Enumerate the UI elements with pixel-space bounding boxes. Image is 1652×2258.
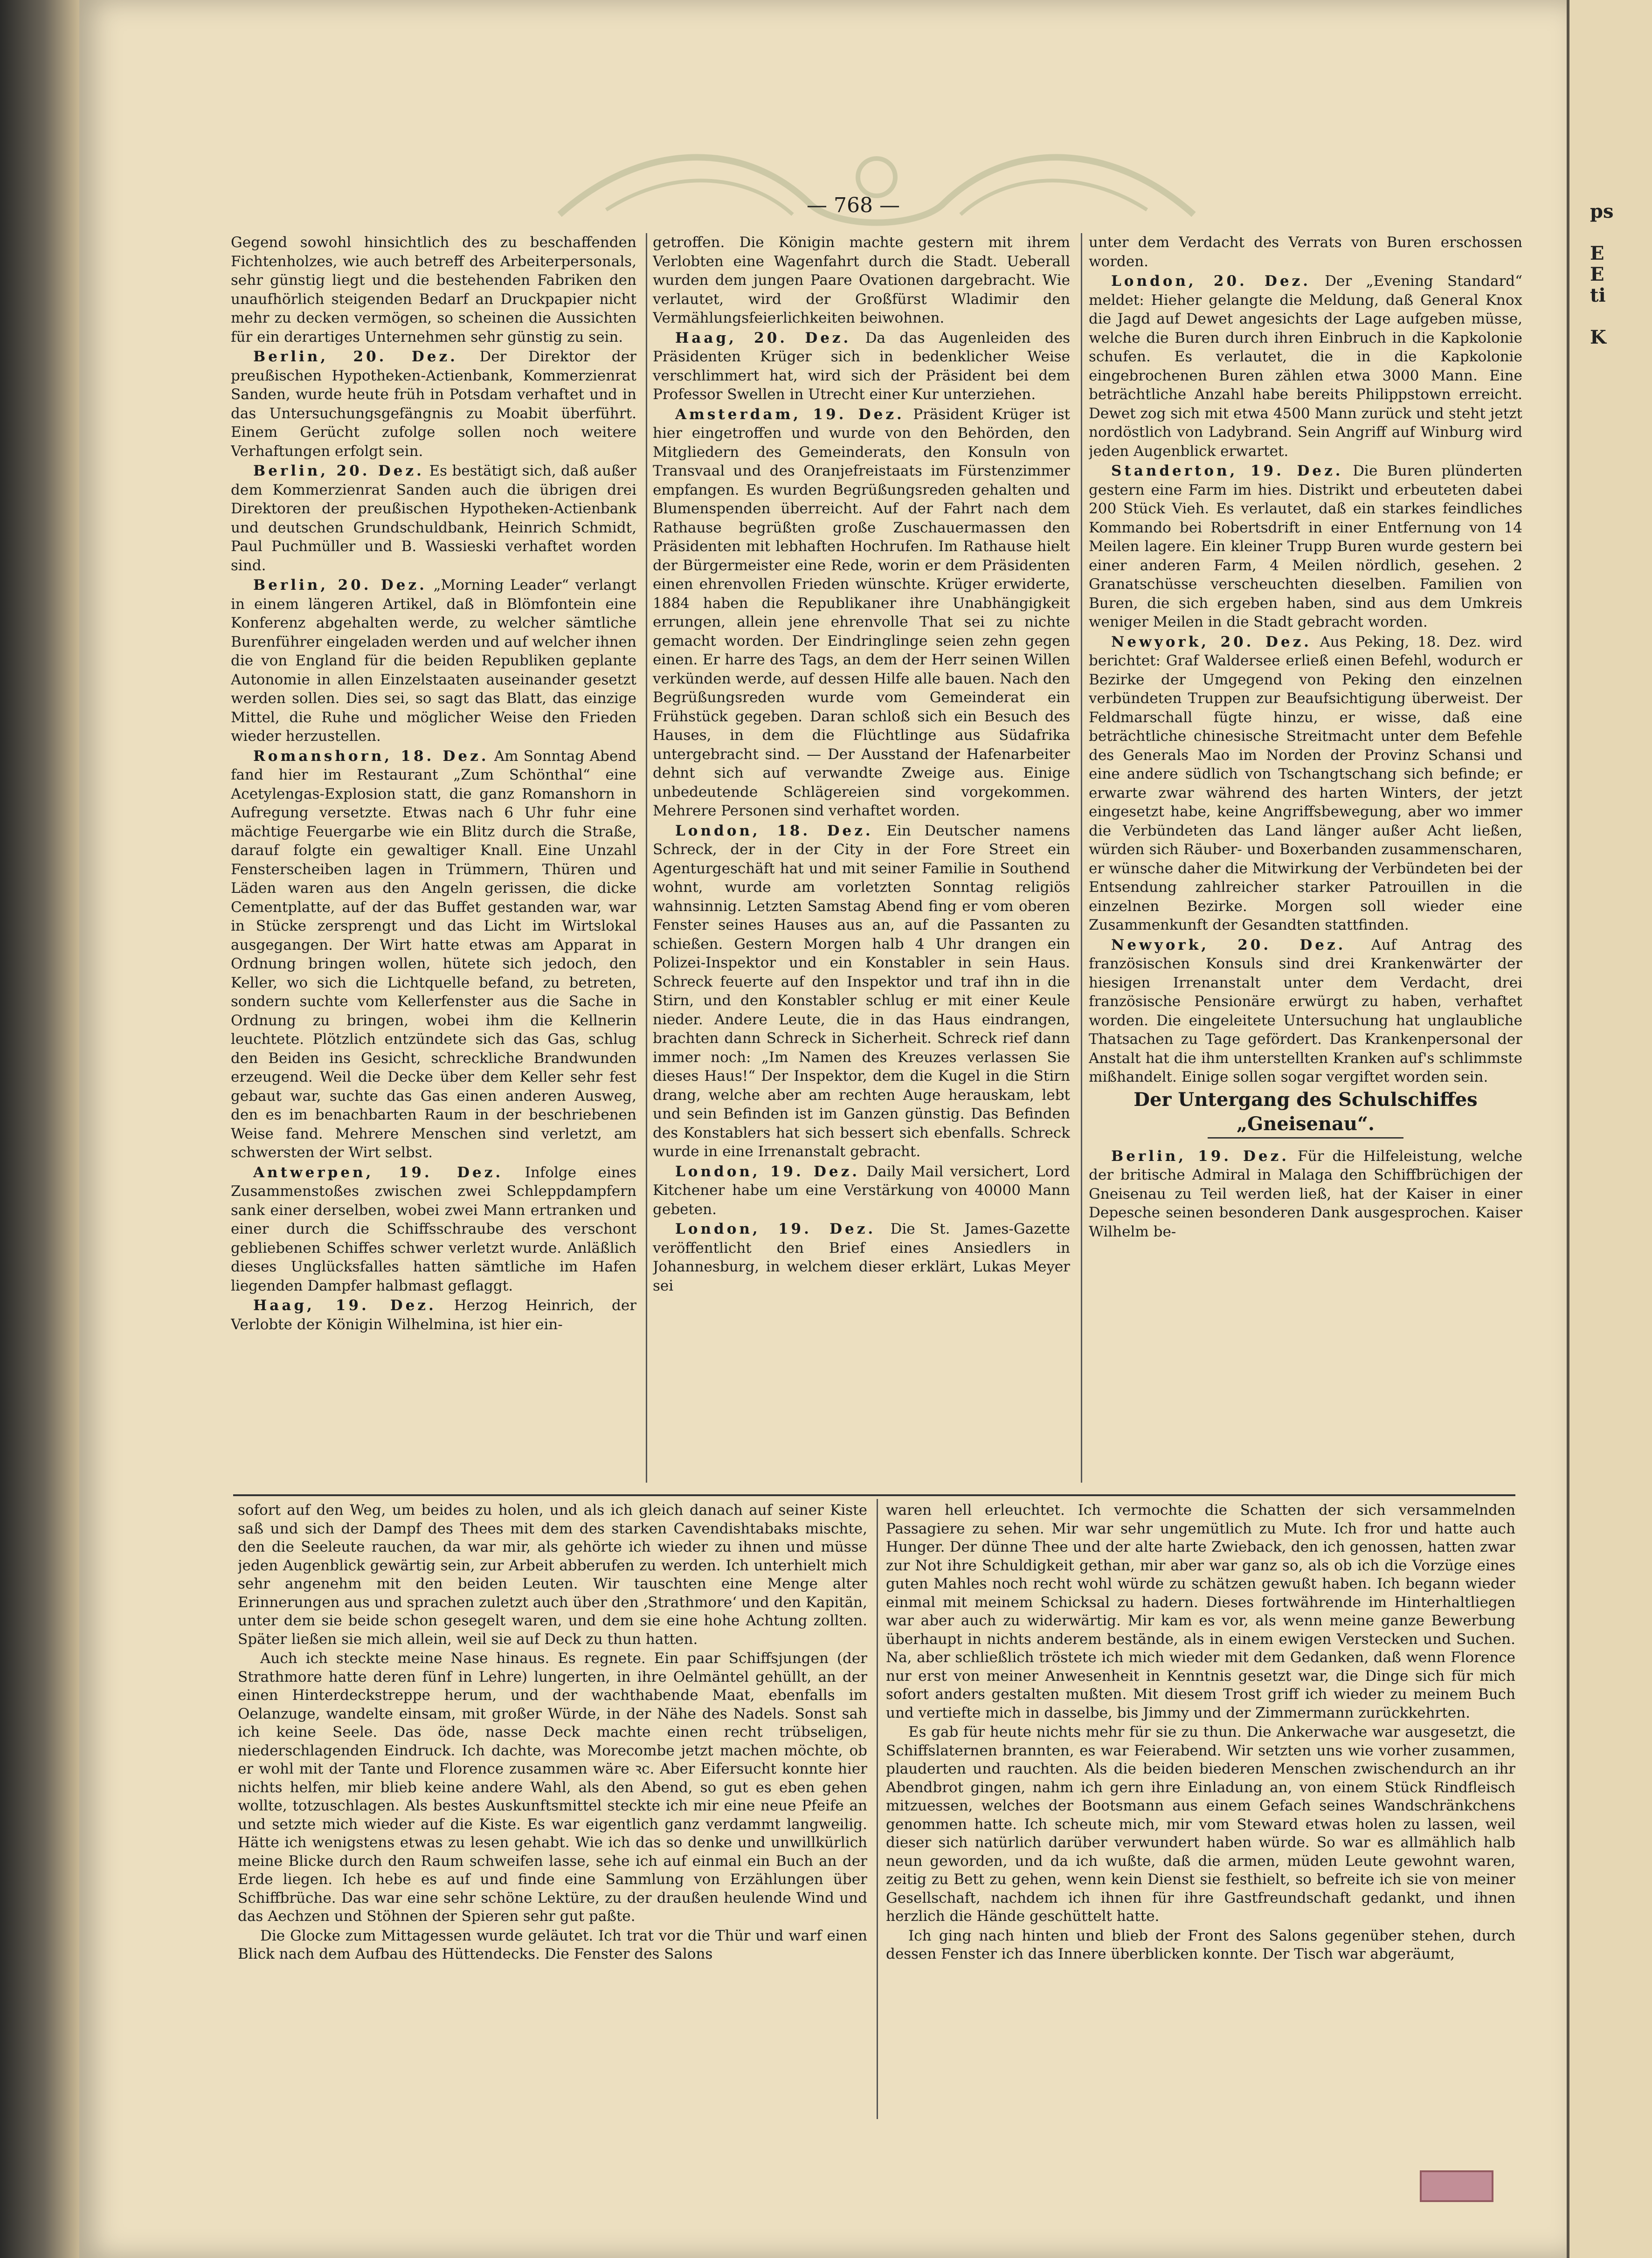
adjacent-page-fragment: ti xyxy=(1590,284,1606,306)
news-item xyxy=(1089,633,1522,935)
column-divider xyxy=(877,1499,878,2119)
dateline: Antwerpen, 19. Dez. xyxy=(253,1164,504,1181)
news-column-3 xyxy=(1089,233,1522,1487)
dateline: London, 20. Dez. xyxy=(1111,273,1311,290)
adjacent-page-fragment: E xyxy=(1590,263,1604,285)
text-paragraph xyxy=(886,1927,1515,1964)
adjacent-page-fragment: ps xyxy=(1590,200,1614,222)
feuilleton-column-left xyxy=(238,1501,867,2121)
body-text: Der Direktor der preußischen Hypotheken-Actienbank, Kommerzienrat Sanden, wurde heute früh in Potsdam verhaftet und in das Untersuchungsgefängnis zu Moabit überführt. Einem Gerücht zufolge sollen noch weitere Verhaftungen erfolgt sein. xyxy=(231,348,636,460)
dateline: Berlin, 20. Dez. xyxy=(253,463,424,479)
dateline: Berlin, 20. Dez. xyxy=(253,348,458,365)
news-column-1 xyxy=(231,233,636,1487)
body-text: Herzog Heinrich, der Verlobte der Königin Wilhelmina, ist hier ein- xyxy=(231,1297,636,1333)
dateline: Haag, 19. Dez. xyxy=(253,1297,436,1314)
news-item xyxy=(1089,1147,1522,1242)
adjacent-page-edge xyxy=(1567,0,1652,2258)
news-item xyxy=(653,822,1070,1161)
text-paragraph xyxy=(886,1723,1515,1926)
body-text: Gegend sowohl hinsichtlich des zu beschaffenden Fichtenholzes, wie auch betreff des Arbeiterpersonals, sehr günstig liegt und die bestehenden Fabriken den unaufhörlich steigenden Bedarf an Druckpapier nicht mehr zu decken vermögen, so scheinen die Aussichten für ein derartiges Unternehmen sehr günstig zu sein. xyxy=(231,234,636,345)
body-text: Auch ich steckte meine Nase hinaus. Es regnete. Ein paar Schiffsjungen (der Strathmore hatte deren fünf in Lehre) lungerten, in ihre Oelmäntel gehüllt, an der einen Hinterdeckstreppe herum, und der wachthabende Maat, ebenfalls im Oelanzuge, wandelte einsam, mit großer Würde, in der Nähe des Nadels. Sonst sah ich keine Seele. Das öde, nasse Deck machte einen recht trübseligen, niederschlagenden Eindruck. Ich dachte, was Morecombe jetzt machen möchte, ob er wohl mit der Tante und Florence zusammen wäre ꝛc. Aber Eifersucht konnte hier nichts helfen, mir blieb keine andere Wahl, als den Abend, so gut es eben gehen wollte, totzuschlagen. Als bestes Auskunftsmittel steckte ich mir eine neue Pfeife an und setzte mich wieder auf die Kiste. Es war eigentlich ganz verdammt langweilig. Hätte ich wenigstens etwas zu lesen gehabt. Wie ich das so denke und unwillkürlich meine Blicke durch den Raum schweifen lasse, sehe ich auf einmal ein Buch an der Erde liegen. Ich hebe es auf und finde eine Sammlung von Erzählungen über Schiffbrüche. Das war eine sehr schöne Lektüre, zu der draußen heulende Wind und das Aechzen und Stöhnen der Spieren sehr gut paßte. xyxy=(238,1650,867,1925)
dateline: Standerton, 19. Dez. xyxy=(1111,463,1343,479)
column-divider xyxy=(646,233,647,1483)
body-text: Auf Antrag des französischen Konsuls sind drei Krankenwärter der hiesigen Irrenanstalt unter dem Verdacht, drei französische Pensionäre erwürgt zu haben, verhaftet worden. Die eingeleitete Untersuchung hat unglaubliche Thatsachen zu Tage gefördert. Das Krankenpersonal der Anstalt hat die ihm unterstellten Kranken auf's schlimmste mißhandelt. Einige sollen sogar vergiftet worden sein. xyxy=(1089,936,1522,1085)
body-text: Für die Hilfeleistung, welche der britische Admiral in Malaga den Schiffbrüchigen der Gneisenau zu Teil werden ließ, hat der Kaiser in einer Depesche seinen besonderen Dank ausgesprochen. Kaiser Wilhelm be- xyxy=(1089,1147,1522,1240)
body-text: Ich ging nach hinten und blieb der Front des Salons gegenüber stehen, durch dessen Fenster ich das Innere überblicken konnte. Der Tisch war abgeräumt, xyxy=(886,1927,1515,1962)
dateline: London, 18. Dez. xyxy=(675,822,873,839)
adjacent-page-fragment: K xyxy=(1590,326,1606,348)
body-text: waren hell erleuchtet. Ich vermochte die Schatten der sich versammelnden Passagiere zu sehen. Mir war sehr ungemütlich zu Mute. Ich fror und hatte auch Hunger. Der dünne Thee und der alte harte Zwieback, den ich genossen, hatten zwar zur Not ihre Schuldigkeit gethan, mir aber war ganz so, als ob ich die Vorzüge eines guten Mahles noch recht wohl würde zu schätzen gewußt haben. Ich begann wieder einmal mit meinem Schicksal zu hadern. Dieses fortwährende im Hinterhaltliegen war aber auch zu widerwärtig. Mir kam es vor, als wenn meine ganze Bewerbung überhaupt in nichts anderem bestände, als in einem ewigen Verstecken und Suchen. Na, aber schließlich tröstete ich mich wieder mit dem Gedanken, daß wenn Florence nur erst von meiner Anwesenheit in Kenntnis gesetzt war, die Dinge sich für mich sofort anders gestalten mußten. Mit diesem Trost griff ich wieder zu meinem Buch und vertiefte mich in dasselbe, bis Jimmy und der Zimmermann zurückkehrten. xyxy=(886,1502,1515,1721)
body-text: Die Glocke zum Mittagessen wurde geläutet. Ich trat vor die Thür und warf einen Blick nach dem Aufbau des Hüttendecks. Die Fenster des Salons xyxy=(238,1927,867,1962)
body-text: unter dem Verdacht des Verrats von Buren erschossen worden. xyxy=(1089,234,1522,270)
page-number: — 768 — xyxy=(807,193,900,217)
body-text: Da das Augenleiden des Präsidenten Krüger sich in bedenklicher Weise verschlimmert hat, wird sich der Präsident bei dem Professor Swellen in Utrecht einer Kur unterziehen. xyxy=(653,329,1070,403)
article-headline: Der Untergang des Schulschiffes „Gneisenau“. xyxy=(1134,1088,1478,1135)
body-text: Am Sonntag Abend fand hier im Restaurant „Zum Schönthal“ eine Acetylengas-Explosion statt, die ganz Romanshorn in Aufregung versetzte. Etwas nach 6 Uhr fuhr eine mächtige Feuergarbe wie ein Blitz durch die Straße, darauf folgte ein gewaltiger Knall. Eine Unzahl Fensterscheiben lagen in Trümmern, Thüren und Läden waren aus den Angeln gerissen, die dicke Cementplatte, auf der das Buffet gestanden war, war in Stücke zersprengt und das Licht im Wirtslokal ausgegangen. Der Wirt hatte etwas am Apparat in Ordnung bringen wollen, hütete sich jedoch, den Keller, wo sich die Lichtquelle befand, zu betreten, sondern suchte vom Kellerfenster aus die Sache in Ordnung zu bringen, wobei ihm die Kellnerin leuchtete. Plötzlich entzündete sich das Gas, schlug den Beiden ins Gesicht, schreckliche Brandwunden erzeugend. Weil die Decke über dem Keller sehr fest gebaut war, suchte das Gas einen anderen Ausweg, den es im benachbarten Raum in der beschriebenen Weise fand. Mehrere Menschen sind verletzt, am schwersten der Wirt selbst. xyxy=(231,747,636,1161)
body-text: Infolge eines Zusammenstoßes zwischen zwei Schleppdampfern sank einer derselben, wobei zwei Mann ertranken und einer durch die Schiffsschraube des verschont gebliebenen Schiffes schwer verletzt wurde. Anläßlich dieses Unglücksfalles hatten sämtliche im Hafen liegenden Dampfer halbmast geflaggt. xyxy=(231,1164,636,1294)
dateline: Romanshorn, 18. Dez. xyxy=(253,747,489,765)
body-text: Die St. James-Gazette veröffentlicht den Brief eines Ansiedlers in Johannesburg, in welchem dieser erklärt, Lukas Meyer sei xyxy=(653,1221,1070,1294)
news-item xyxy=(231,576,636,746)
news-column-2 xyxy=(653,233,1070,1487)
dateline: Berlin, 20. Dez. xyxy=(253,577,427,594)
body-text: Es bestätigt sich, daß außer dem Kommerzienrat Sanden auch die übrigen drei Direktoren der preußischen Hypotheken-Actienbank und deutschen Grundschuldbank, Heinrich Schmidt, Paul Puchmüller und B. Wassieski verhaftet worden sind. xyxy=(231,463,636,574)
dateline: Newyork, 20. Dez. xyxy=(1111,936,1346,953)
news-item xyxy=(653,1162,1070,1219)
book-spine xyxy=(0,0,79,2258)
text-paragraph xyxy=(238,1650,867,1926)
news-item xyxy=(231,747,636,1162)
news-item xyxy=(653,329,1070,404)
dateline: Amsterdam, 19. Dez. xyxy=(675,406,905,423)
dateline: London, 19. Dez. xyxy=(675,1221,876,1237)
body-text: getroffen. Die Königin machte gestern mit ihrem Verlobten eine Wagenfahrt durch die Stadt. Ueberall wurden dem jungen Paare Ovationen dargebracht. Wie verlautet, wird der Großfürst Wladimir den Vermählungsfeierlichkeiten beiwohnen. xyxy=(653,234,1070,326)
column-divider xyxy=(1081,233,1082,1483)
text-paragraph xyxy=(653,233,1070,328)
body-text: Ein Deutscher namens Schreck, der in der City in der Fore Street ein Agenturgeschäft hat und mit seiner Familie in Southend wohnt, wurde am vorletzten Sonntag religiös wahnsinnig. Letzten Samstag Abend fing er vom oberen Fenster seines Hauses aus an, auf die Passanten zu schießen. Gestern Morgen halb 4 Uhr drangen ein Polizei-Inspektor und ein Konstabler in sein Haus. Schreck feuerte auf den Inspektor und traf ihn in die Stirn, und den Konstabler schlug er mit einer Keule nieder. Andere Leute, die in das Haus eindrangen, brachten dann Schreck in Sicherheit. Schreck rief dann immer noch: „Im Namen des Kreuzes verlassen Sie dieses Haus!“ Der Inspektor, dem die Kugel in die Stirn drang, welche aber am rechten Auge herauskam, lebt und sein Befinden ist im Ganzen günstig. Das Befinden des Konstablers hat sich bessert sich ebenfalls. Schreck wurde in eine Irrenanstalt gebracht. xyxy=(653,822,1070,1160)
body-text: Es gab für heute nichts mehr für sie zu thun. Die Ankerwache war ausgesetzt, die Schiffslaternen brannten, es war Feierabend. Wir setzten uns wie vorher zusammen, plauderten und rauchten. Als die beiden biederen Menschen zwischendurch an ihr Abendbrot gingen, nahm ich gern ihre Einladung an, von einem Stück Rindfleisch mitzuessen, welches der Bootsmann aus einem Gefach seines Wandschränkchens genommen hatte. Ich scheute mich, mir vom Steward etwas holen zu lassen, weil dieser sich natürlich darüber verwundert haben würde. So war es allmählich halb neun geworden, und da ich wußte, daß die armen, müden Leute gewohnt waren, zeitig zu Bett zu gehen, wenn kein Dienst sie festhielt, so befreite ich sie von meiner Gesellschaft, nachdem ich ihnen für ihre Gastfreundschaft gedankt, und ihnen herzlich die Hände geschüttelt hatte. xyxy=(886,1724,1515,1925)
text-paragraph xyxy=(238,1927,867,1964)
dateline: Newyork, 20. Dez. xyxy=(1111,633,1312,650)
body-text: Präsident Krüger ist hier eingetroffen und wurde von den Behörden, den Mitgliedern des Gemeinderats, den Konsuln von Transvaal und des Oranjefreistaats im Fürstenzimmer empfangen. Es wurden Begrüßungsreden gehalten und Blumenspenden überreicht. Auf der Fahrt nach dem Rathause begrüßten große Zuschauermassen den Präsidenten mit lebhaften Hochrufen. Im Rathause hielt der Bürgermeister eine Rede, worin er dem Präsidenten einen ehrenvollen Frieden wünschte. Krüger erwiderte, 1884 haben die Republikaner ihre Unabhängigkeit errungen, allein jene ehrenvolle That sei zu nichte gemacht worden. Der Eindringlinge seien zehn gegen einen. Er harre des Tags, an dem der Herr seinen Willen verkünden werde, auf dessen Hilfe alle bauen. Nach den Begrüßungsreden wurde vom Gemeinderat ein Frühstück gegeben. Daran schloß sich ein Besuch des Hauses, in dem die Flüchtlinge aus Südafrika untergebracht sind. — Der Ausstand der Hafenarbeiter dehnt sich auf verwandte Zweige aus. Einige unbedeutende Schlägereien sind vorgekommen. Mehrere Personen sind verhaftet worden. xyxy=(653,406,1070,819)
body-text: Der „Evening Standard“ meldet: Hieher gelangte die Meldung, daß General Knox die Jagd auf Dewet angesichts der Lage aufgeben müsse, welche die Buren durch ihren Einbruch in die Kapkolonie schufen. Es verlautet, die in die Kapkolonie eingebrochenen Buren zählen etwa 3000 Mann. Eine beträchtliche Anzahl habe bereits Philippstown erreicht. Dewet zog sich mit etwa 4500 Mann zurück und steht jetzt nordöstlich von Ladybrand. Sein Angriff auf Winburg wird jeden Augenblick erwartet. xyxy=(1089,273,1522,460)
news-item xyxy=(1089,272,1522,461)
news-item xyxy=(231,1296,636,1334)
dateline: Berlin, 19. Dez. xyxy=(1111,1147,1290,1165)
headline-rule xyxy=(1208,1137,1403,1139)
body-text: sofort auf den Weg, um beides zu holen, und als ich gleich danach auf seiner Kiste saß und sich der Dampf des Thees mit dem des starken Cavendishtabaks mischte, den die Seeleute rauchen, da war mir, als gehörte ich wieder zu ihnen und müsse jeden Augenblick gewärtig sein, zur Arbeit abberufen zu werden. Ich unterhielt mich sehr angenehm mit den beiden Leuten. Wir tauschten eine Menge alter Erinnerungen aus und sprachen zuletzt auch über den ‚Strathmore‘ und den Kapitän, unter dem sie beide schon gesegelt waren, und dem sie eine hohe Achtung zollten. Später ließen sie mich allein, weil sie auf Deck zu thun hatten. xyxy=(238,1502,867,1648)
dateline: Haag, 20. Dez. xyxy=(675,329,851,346)
news-item xyxy=(231,347,636,461)
news-item xyxy=(653,1220,1070,1295)
body-text: „Morning Leader“ verlangt in einem längeren Artikel, daß in Blömfontein eine Konferenz abgehalten werde, zu welcher sämtliche Burenführer eingeladen werden und auf welcher ihnen die von England für die beiden Republiken geplante Autonomie in allen Einzelstaaten auseinander gesetzt werden sollen. Dies sei, so sagt das Blatt, das einzige Mittel, die Ruhe und möglicher Weise den Frieden wieder herzustellen. xyxy=(231,577,636,745)
body-text: Daily Mail versichert, Lord Kitchener habe um eine Verstärkung von 40000 Mann gebeten. xyxy=(653,1163,1070,1218)
text-paragraph xyxy=(238,1501,867,1649)
news-item xyxy=(231,462,636,575)
feuilleton-divider xyxy=(233,1494,1515,1496)
dateline: London, 19. Dez. xyxy=(675,1163,860,1180)
body-text: Die Buren plünderten gestern eine Farm im hies. Distrikt und erbeuteten dabei 200 Stück Vieh. Es verlautet, daß ein starkes feindliches Kommando bei Robertsdrift in einer Entfernung von 14 Meilen lagere. Ein kleiner Trupp Buren wurde gestern bei einer anderen Farm, 4 Meilen nördlich, gesehen. 2 Granatschüsse verscheuchten dieselben. Familien von Buren, die sich ergeben haben, sind aus dem Umkreis weniger Meilen in die Stadt gebracht worden. xyxy=(1089,463,1522,630)
body-text: Aus Peking, 18. Dez. wird berichtet: Graf Waldersee erließ einen Befehl, wodurch er Bezirke der Umgegend von Peking den einzelnen verbündeten Truppen zur Beaufsichtigung überweist. Der Feldmarschall fügte hinzu, er wisse, daß eine beträchtliche chinesische Streitmacht unter dem Befehle des Generals Mao im Norden der Provinz Schansi und eine andere südlich von Tschangtschang sich befinde; er erwarte zwar während des harten Winters, der jetzt eingesetzt habe, keine Angriffsbewegung, aber wo immer die Verbündeten das Land länger außer Acht ließen, würden sich Räuber- und Boxerbanden zusammenscharen, er wünsche daher die Mitwirkung der Verbündeten bei der Entsendung zahlreicher starker Patrouillen in die einzelnen Bezirke. Morgen soll wieder eine Zusammenkunft der Gesandten stattfinden. xyxy=(1089,633,1522,933)
news-item xyxy=(231,1163,636,1296)
text-paragraph xyxy=(1089,233,1522,271)
text-paragraph xyxy=(886,1501,1515,1722)
news-item xyxy=(1089,462,1522,632)
text-paragraph xyxy=(231,233,636,346)
feuilleton-column-right xyxy=(886,1501,1515,2121)
news-item xyxy=(653,405,1070,821)
library-stamp xyxy=(1420,2170,1493,2202)
adjacent-page-fragment: E xyxy=(1590,242,1604,264)
news-item xyxy=(1089,936,1522,1087)
